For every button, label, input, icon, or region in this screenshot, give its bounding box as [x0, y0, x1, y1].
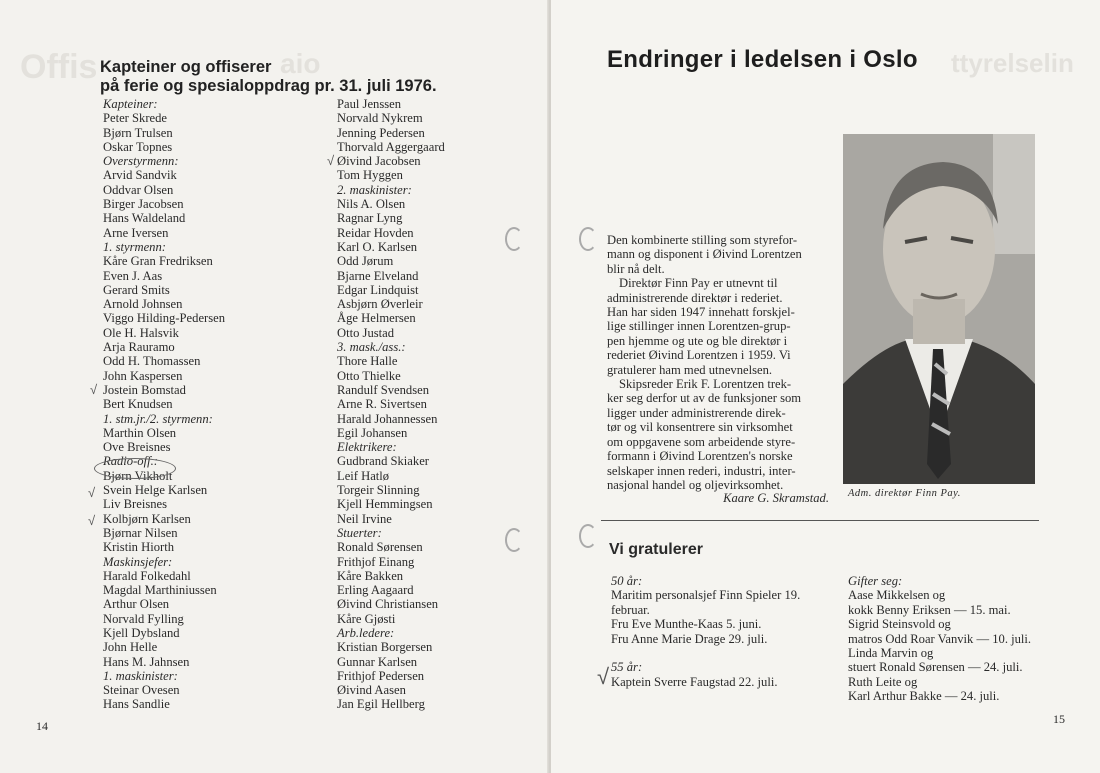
list-item: Randulf Svendsen — [337, 382, 429, 397]
article-line: rederiet Øivind Lorentzen i 1959. Vi — [607, 348, 791, 363]
list-item: Karl O. Karlsen — [337, 239, 418, 254]
list-subheading: Maskinsjefer: — [103, 554, 173, 569]
list-item: Kåre Bakken — [337, 568, 404, 583]
list-item: Jenning Pedersen — [337, 125, 425, 140]
list-item: stuert Ronald Sørensen — 24. juli. — [848, 660, 1023, 675]
list-subheading: Overstyrmenn: — [103, 154, 179, 169]
article-line: selskaper innen rederi, industri, inter- — [607, 463, 796, 478]
article-author: Kaare G. Skramstad. — [723, 491, 829, 505]
list-item: Leif Hatlø — [337, 468, 390, 483]
list-item: Oddvar Olsen — [103, 182, 174, 197]
list-item: Asbjørn Øverleir — [337, 297, 423, 312]
list-item: Kristin Hiorth — [103, 540, 175, 555]
list-item: Otto Thielke — [337, 368, 401, 383]
list-item: Reidar Hovden — [337, 225, 414, 240]
list-subheading: Kapteiner: — [103, 97, 158, 111]
binder-hole — [579, 227, 597, 251]
list-item: Harald Johannessen — [337, 411, 438, 426]
bleed-through-text: Offis — [20, 48, 98, 86]
list-item: Åge Helmersen — [337, 311, 416, 326]
list-item: Bjørn Trulsen — [103, 125, 173, 140]
article-line: formann i Øivind Lorentzen's norske — [607, 449, 793, 464]
list-item: Arthur Olsen — [103, 597, 170, 612]
list-item: Arne Iversen — [103, 225, 169, 240]
list-item: Nils A. Olsen — [337, 197, 406, 212]
list-item: Fru Eve Munthe-Kaas 5. juni. — [611, 617, 762, 632]
article-line: ker seg derfor ut av de funksjoner som — [607, 391, 802, 406]
list-subheading: 2. maskinister: — [337, 182, 412, 197]
list-item: Torgeir Slinning — [337, 483, 420, 498]
page-number: 15 — [1053, 712, 1065, 726]
name-column-2 — [337, 97, 445, 712]
list-item: Kjell Dybsland — [103, 625, 180, 640]
article-line: Den kombinerte stilling som styrefor- — [607, 233, 798, 247]
article-body — [607, 233, 829, 492]
list-item: Ruth Leite og — [848, 674, 918, 689]
list-item: Ove Breisnes — [103, 440, 171, 455]
list-item: Frithjof Einang — [337, 554, 415, 569]
article-title: Endringer i ledelsen i Oslo — [607, 46, 918, 73]
list-subheading: Radio-off.: — [103, 454, 158, 469]
list-item: Gunnar Karlsen — [337, 654, 418, 669]
list-item: Jostein Bomstad — [103, 382, 186, 397]
list-item: Sigrid Steinsvold og — [848, 617, 951, 632]
list-item: matros Odd Roar Vanvik — 10. juli. — [848, 631, 1032, 646]
list-item: Tom Hyggen — [337, 168, 403, 183]
list-item: John Helle — [103, 640, 158, 655]
list-subheading: Elektrikere: — [337, 440, 397, 455]
list-item: Arvid Sandvik — [103, 168, 177, 183]
binder-hole — [505, 528, 523, 552]
list-item: John Kaspersen — [103, 368, 183, 383]
handwritten-check-icon: √ — [597, 664, 610, 689]
heading — [100, 58, 437, 96]
article-line: tør og vil konsentrere sin virksomhet — [607, 420, 793, 435]
list-item: Hans Waldeland — [103, 211, 186, 226]
list-item: Svein Helge Karlsen — [103, 483, 208, 498]
list-item: Edgar Lindquist — [337, 282, 419, 297]
list-item: Thore Halle — [337, 354, 398, 369]
list-subheading: Arb.ledere: — [337, 625, 395, 640]
list-item: Gudbrand Skiaker — [337, 454, 429, 469]
list-subheading: Stuerter: — [337, 525, 382, 540]
list-subheading: 3. mask./ass.: — [337, 340, 406, 355]
article-line: Direktør Finn Pay er utnevnt til — [619, 276, 778, 291]
list-item: Even J. Aas — [103, 268, 163, 283]
congrats-column-right — [848, 574, 1048, 704]
portrait-illustration — [843, 134, 1035, 484]
list-item: Kolbjørn Karlsen — [103, 511, 191, 526]
list-item: Viggo Hilding-Pedersen — [103, 311, 226, 326]
list-item: Arne R. Sivertsen — [337, 397, 427, 412]
list-item: februar. — [611, 602, 650, 617]
handwritten-check-icon: √ — [90, 382, 98, 397]
left-page — [0, 0, 549, 773]
list-item: Magdal Marthiniussen — [103, 583, 217, 598]
section-divider — [601, 520, 1039, 521]
list-item: Bjørnar Nilsen — [103, 525, 178, 540]
list-item: Oskar Topnes — [103, 139, 173, 154]
list-item: Hans M. Jahnsen — [103, 654, 190, 669]
heading-line-1: Kapteiner og offiserer — [100, 58, 272, 76]
list-item: Erling Aagaard — [337, 583, 414, 598]
list-item: Arja Rauramo — [103, 340, 175, 355]
article-line: blir nå delt. — [607, 261, 665, 276]
list-item: Frithjof Pedersen — [337, 668, 425, 683]
handwritten-check-icon: √ — [88, 513, 96, 528]
name-column-1 — [103, 97, 225, 712]
article-line: gratulerer ham med utnevnelsen. — [607, 362, 773, 377]
list-item: Peter Skrede — [103, 111, 167, 126]
list-item: Fru Anne Marie Drage 29. juli. — [611, 631, 768, 646]
list-subheading: 1. styrmenn: — [103, 239, 166, 254]
article-line: administrerende direktør i rederiet. — [607, 290, 783, 305]
list-subheading: 50 år: — [611, 574, 643, 588]
list-item: kokk Benny Eriksen — 15. mai. — [848, 602, 1011, 617]
list-item: Birger Jacobsen — [103, 197, 184, 212]
list-item: Harald Folkedahl — [103, 568, 191, 583]
list-item: Aase Mikkelsen og — [848, 588, 946, 603]
list-item: Ragnar Lyng — [337, 211, 403, 226]
list-item: Kåre Gjøsti — [337, 611, 396, 626]
article-line: nasjonal handel og oljevirksomhet. — [607, 477, 784, 492]
list-item: Kaptein Sverre Faugstad 22. juli. — [611, 674, 778, 689]
article-line: ligger under administrerende direk- — [607, 405, 786, 420]
list-item: Gerard Smits — [103, 282, 170, 297]
article-line: lige stillinger innen Lorentzen-grup- — [607, 319, 791, 334]
list-item: Kristian Borgersen — [337, 640, 433, 655]
section-title: Vi gratulerer — [609, 541, 703, 558]
list-item: Maritim personalsjef Finn Spieler 19. — [611, 588, 801, 603]
handwritten-circle — [94, 458, 176, 479]
handwritten-check-icon: √ — [88, 485, 96, 500]
binder-hole — [505, 227, 523, 251]
list-item: Kåre Gran Fredriksen — [103, 254, 213, 269]
list-item: Linda Marvin og — [848, 646, 934, 661]
list-item: Odd H. Thomassen — [103, 354, 201, 369]
list-item: Otto Justad — [337, 325, 395, 340]
article-line: om oppgavene som arbeidende styre- — [607, 434, 796, 449]
right-page — [551, 0, 1100, 773]
list-item: Kjell Hemmingsen — [337, 497, 433, 512]
list-item: Karl Arthur Bakke — 24. juli. — [848, 689, 1000, 704]
list-subheading: 1. stm.jr./2. styrmenn: — [103, 411, 213, 426]
page-number: 14 — [36, 719, 48, 733]
congrats-column-left — [611, 574, 841, 689]
photo-caption: Adm. direktør Finn Pay. — [848, 488, 961, 499]
list-item: Arnold Johnsen — [103, 297, 183, 312]
list-item: Ronald Sørensen — [337, 540, 423, 555]
list-item: Thorvald Aggergaard — [337, 139, 445, 154]
list-item: Bjarne Elveland — [337, 268, 419, 283]
article-line: Skipsreder Erik F. Lorentzen trek- — [619, 377, 792, 392]
list-item: Steinar Ovesen — [103, 683, 180, 698]
portrait-photo — [843, 134, 1035, 484]
bleed-through-text: ttyrelselin — [951, 48, 1074, 78]
article-line: mann og disponent i Øivind Lorentzen — [607, 247, 802, 262]
list-subheading: 55 år: — [611, 660, 643, 675]
list-item: Øivind Christiansen — [337, 597, 439, 612]
list-item: Jan Egil Hellberg — [337, 697, 425, 712]
list-item: Øivind Aasen — [337, 683, 406, 698]
list-subheading: 1. maskinister: — [103, 668, 178, 683]
list-subheading: Gifter seg: — [848, 574, 903, 588]
list-item: Neil Irvine — [337, 511, 392, 526]
list-item: Øivind Jacobsen — [337, 154, 421, 169]
list-item: Bert Knudsen — [103, 397, 173, 412]
list-item: Liv Breisnes — [103, 497, 168, 512]
binder-hole — [579, 524, 597, 548]
list-spacer — [611, 646, 841, 660]
list-item: Norvald Nykrem — [337, 111, 423, 126]
list-item: Hans Sandlie — [103, 697, 170, 712]
article-line: pen hjemme og ute og ble direktør i — [607, 333, 788, 348]
list-item: Odd Jørum — [337, 254, 394, 269]
list-item: Bjørn Vikholt — [103, 468, 173, 483]
list-item: Norvald Fylling — [103, 611, 184, 626]
article-line: Han har siden 1947 innehatt forskjel- — [607, 305, 795, 320]
list-item: Ole H. Halsvik — [103, 325, 179, 340]
heading-line-2: på ferie og spesialoppdrag pr. 31. juli 1976. — [100, 77, 437, 95]
list-item: Paul Jenssen — [337, 97, 402, 111]
list-item: Marthin Olsen — [103, 425, 177, 440]
handwritten-check-icon: √ — [327, 153, 335, 168]
list-item: Egil Johansen — [337, 425, 408, 440]
bleed-through-text: aio — [280, 48, 321, 79]
